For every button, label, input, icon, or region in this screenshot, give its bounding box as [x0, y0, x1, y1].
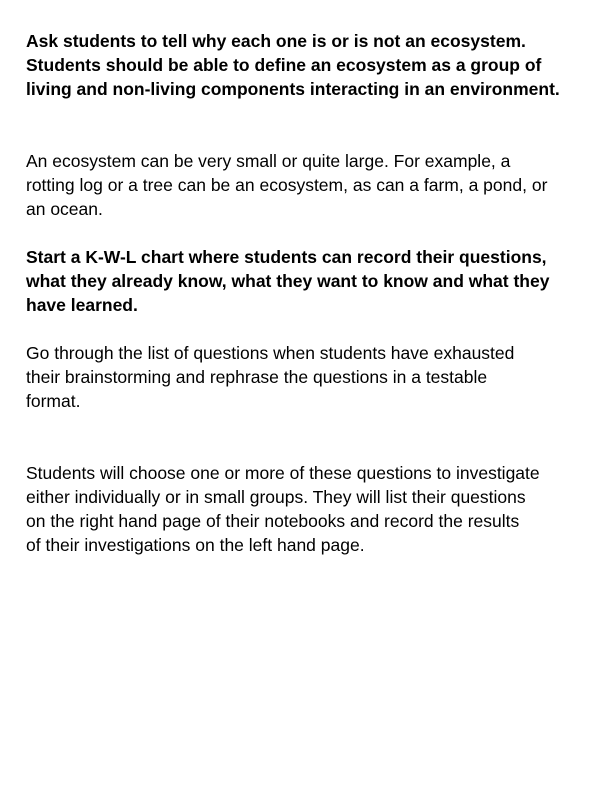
text-line: Students will choose one or more of these questions to investigate — [26, 463, 540, 483]
paragraph-ecosystem-definition — [26, 29, 578, 101]
text-line: of their investigations on the left hand page. — [26, 535, 365, 555]
text-line: format. — [26, 391, 81, 411]
text-line: Students should be able to define an ecosystem as a group of — [26, 55, 542, 75]
text-line: Ask students to tell why each one is or is not an ecosystem. — [26, 31, 526, 51]
paragraph-rephrase-questions — [26, 341, 578, 413]
text-line: what they already know, what they want to know and what they — [26, 271, 550, 291]
text-line: have learned. — [26, 295, 138, 315]
paragraph-investigations — [26, 461, 578, 557]
text-line: An ecosystem can be very small or quite large. For example, a — [26, 151, 511, 171]
text-line: an ocean. — [26, 199, 103, 219]
paragraph-ecosystem-size — [26, 149, 578, 221]
text-line: rotting log or a tree can be an ecosystem, as can a farm, a pond, or — [26, 175, 548, 195]
text-line: their brainstorming and rephrase the questions in a testable — [26, 367, 488, 387]
text-line: Start a K-W-L chart where students can record their questions, — [26, 247, 547, 267]
text-line: living and non-living components interacting in an environment. — [26, 79, 560, 99]
paragraph-kwl-chart — [26, 245, 578, 317]
text-line: Go through the list of questions when students have exhausted — [26, 343, 515, 363]
text-line: on the right hand page of their notebooks and record the results — [26, 511, 520, 531]
text-line: either individually or in small groups. They will list their questions — [26, 487, 526, 507]
